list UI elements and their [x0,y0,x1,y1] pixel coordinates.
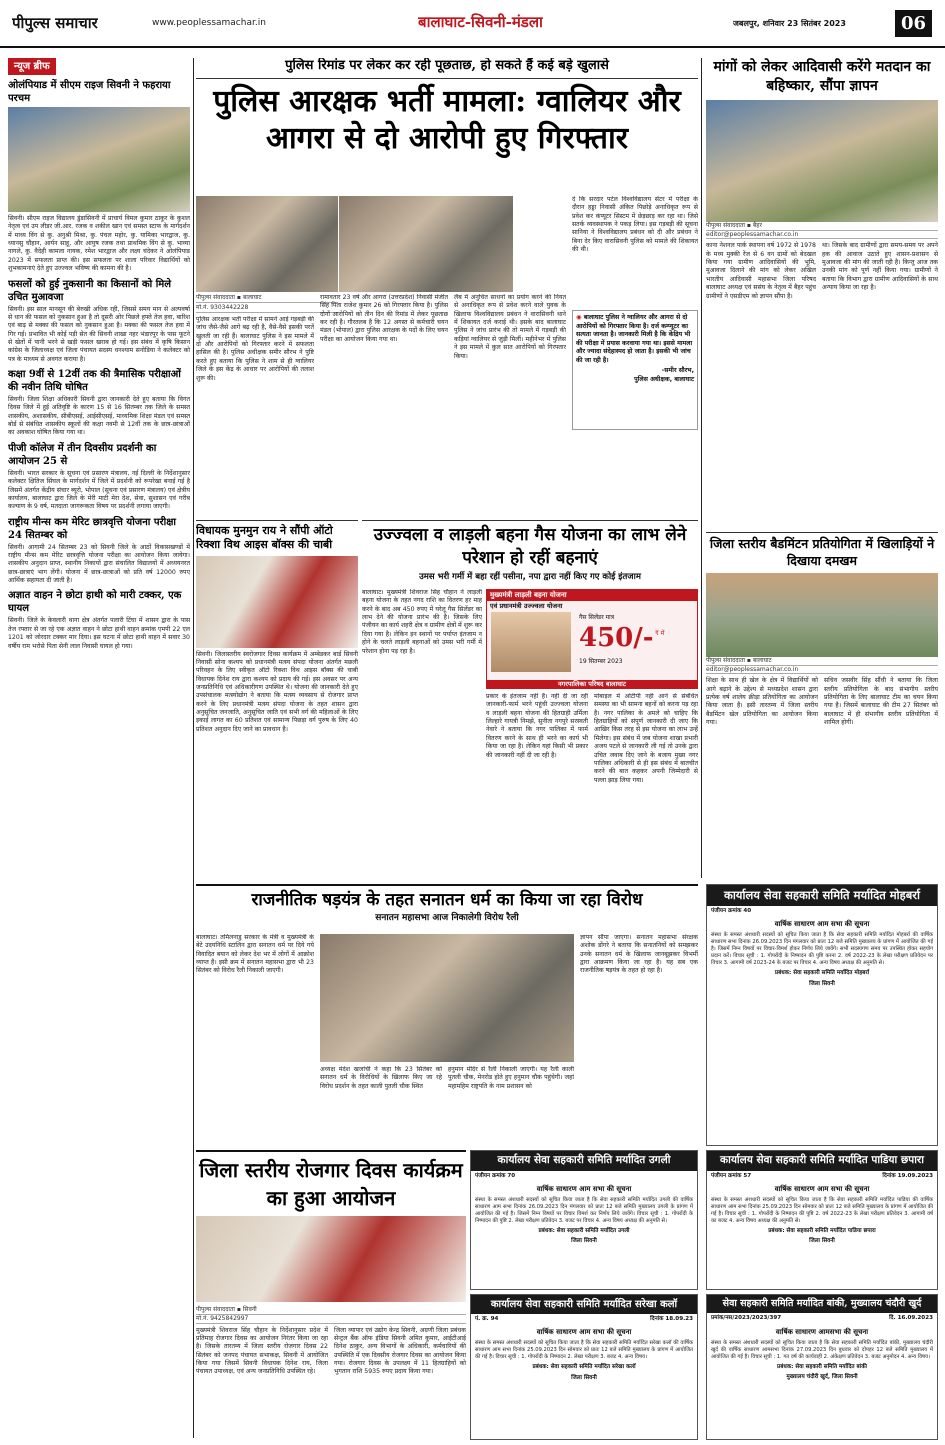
lead-quote: बालाघाट पुलिस ने ग्वालियर और आगरा से दो आरोपियों को गिरफ्तार किया है। दर्ज कम्प्यूटर का सत्यता जानता है। जानकारी मिली है कि केंद्रिय भी की परीक्षा में प्रयास करवाया गया था। इससे मामला और ज्यादा संदेहास्पद हो जाता है। इसकी भी जांच की जा रही है। [576,314,693,364]
poster-price-unit: ₹ में [655,630,665,637]
badminton-caption-place: बालाघाट [752,656,772,664]
lead-body-1: पुलिस आरक्षक भर्ती परीक्षा में सामने आई गड़बड़ी की जांच जैसे-जैसे आगे बढ़ रही है, वैसे-वैसे इसकी परतें खुलती जा रही हैं। बालाघाट पुलिस ने इस मामले में दो और आरोपियों को गिरफ्तार करने में सफलता हासिल की है। पुलिस अधीक्षक समीर सौरभ ने पुष्टि करते हुए बताया कि पुलिस ने शाम से ही ग्वालियर जिले के इस केंद्र के आधार पर आरोपियों की तलाश शुरू की। [196,316,314,382]
rojgar-mobile: मो.नं. 9425842997 [196,1315,466,1324]
badminton-story: जिला स्तरीय बैडमिंटन प्रतियोगिता में खिलाड़ियों ने दिखाया दमखम पीपुल्स संवाददाता ▪ बालाघाट editor@peoplessamachar.co.in शिक्षा के साथ ही खेल के क्षेत्र में विद्यार्थियों को आगे बढ़ाने के उद्देश्य से मध्यप्रदेश शासन द्वारा प्रत्येक वर्ष शालेय क्रीड़ा प्रतियोगिता का आयोजन किया जाता है। इसी तारतम्य में जिला स्तरीय बैडमिंटन खेल प्रतियोगिता का आयोजन किया गया। सचिव जसवीर सिंह सौंधी ने बताया कि जिला स्तरीय प्रतियोगिता के बाद संभागीय स्तरीय प्रतियोगिता के लिए बालाघाट टीम का चयन किया गया है। जिसमें बालाघाट की टीम 27 सितंबर को बालाघाट में ही संभागीय स्तरीय प्रतियोगिता में शामिल होगी। [706,532,938,880]
lead-body-3: लैब में अनुचित साधनों का प्रयोग करने की नियत से अनाधिकृत रूप से प्रवेश करने वाले युवक के खिलाफ विश्वविद्यालय प्रबंधन ने वारासिवनी थाने में शिकायत दर्ज कराई थी। इसके बाद बालाघाट पुलिस ने जांच प्रारंभ की तो मामले में गड़बड़ी की कड़ियां ग्वालियर से जुड़ी मिलीं। महीनेभर में पुलिस ने इस मामले में कुल सात आरोपियों को गिरफ्तार किया। [454,294,566,360]
badminton-email: editor@peoplessamachar.co.in [706,666,938,675]
mla-headline: विधायक मुनमुन राय ने सौंपी ऑटो रिक्शा विथ आइस बॉक्स की चाबी [196,524,333,552]
notice-sarekha-footer2: जिला सिवनी [571,1374,597,1381]
brief-body-4: सिवनी। भारत सरकार के सूचना एवं प्रसारण मंत्रालय, नई दिल्ली के निर्देशानुसार कलेक्टर क्षितिज सिंघल के मार्गदर्शन में जिले में प्रदर्शनी को रूपरेखा बनाई गई है जिसमें अंतर्गत केंद्रीय संचार ब्यूरो, भोपाल (सूचना एवं प्रसारण मंत्रालय) एवं क्षेत्रीय कार्यालय, बालाघाट द्वारा जिले के मेरी माटी मेरा देश, सेवा, सुशासन एवं गरीब कल्याण के 9 वर्ष, मतदाता जागरूकता विषय पर प्रदर्शनी लगाया जाएगी। [8,469,190,511]
notice-mohbarra [706,884,938,1146]
badminton-photo [706,573,938,657]
notice-banki-date: दि. 16.09.2023 [889,1315,933,1322]
notice-padiya-title: कार्यालय सेवा सहकारी समिति मर्यादित पाडिया छपारा [707,1151,937,1171]
notice-ugli-title: कार्यालय सेवा सहकारी समिति मर्यादित उगली [471,1151,697,1171]
notice-mohbarra-regno: पंजीयन क्रमांक 40 [711,907,752,914]
quote-role: पुलिस अधीक्षक, बालाघाट [634,375,694,383]
rojgar-caption-reporter: पीपुल्स संवाददाता [196,1306,235,1313]
date-label: जबलपुर, शनिवार 23 सितंबर 2023 [733,19,846,28]
mla-photo [196,556,358,648]
brief-photo-1 [8,107,190,212]
brief-title-6: अज्ञात वाहन ने छोटा हाथी को मारी टक्कर, एक घायल [8,590,182,615]
notice-padiya-date: दिनांक 19.09.2023 [882,1172,933,1179]
tribal-caption-place: बैहर [752,221,762,229]
notice-mohbarra-footer2: जिला सिवनी [809,980,835,987]
tribal-photo [706,100,938,222]
notice-sarekha-regno: पं. क्र. 94 [475,1316,499,1322]
brief-body-1: सिवनी। सीएम राइज विद्यालय डुंडासिवनी में प्राचार्य विमल कुमार ठाकुर के कुशल नेतृत्व एवं उप लीडर जी.आर. रजक व शकील खान एवं समस्त स्टाफ के मार्गदर्शन में माध्य विंग से कु. अनुश्री मिश्रा, कु. पंचल महोर, कु. यामिका भारद्वाज, कु. ध्यानसु चौहान, आर्यन साहू, और आयुष रजक तथा प्राथमिक विंग से कु. भाव्या नागले, कु. वैदेही कामला नायक, रमेश भारद्वाज और लक्ष्य चंदेकर ने ओलंपियाड 2023 में सफलता प्राप्त की। इस सफलता पर शाला परिवार विद्यार्थियों को शुभकामनाएं देते हुए उज्ज्वल भविष्य की कामना की है। [8,215,190,273]
sanatan-caption-left: अध्यक्ष मंदेश खजांची ने कहा कि 23 सितंबर को सनातन धर्म के विरोधियों के खिलाफ किए जा रहे विरोध प्रदर्शन के तहत काली पुतली चौक स्थित [320,1066,442,1090]
page-number: 06 [895,10,932,37]
quote-icon: ◉ [576,314,584,321]
lead-headline: पुलिस आरक्षक भर्ती मामला: ग्वालियर और आगरा से दो आरोपी हुए गिरफ्तार [213,83,681,157]
lead-kicker: पुलिस रिमांड पर लेकर कर रही पूछताछ, हो सकते हैं कई बड़े खुलासे [196,58,698,79]
ujjwala-subhead: उमस भरी गर्मी में बहा रहीं पसीना, नपा द्वारा नहीं किए गए कोई इंतजाम [419,571,641,582]
ujjwala-story [362,520,698,880]
brief-title-4: पीजी कॉलेज में तीन दिवसीय प्रदर्शनी का आयोजन 25 से [8,442,157,467]
brief-title-1: ओलंपियाड में सीएम राइज सिवनी ने फहराया परचम [8,80,171,104]
brief-title-2: फसलों को हुई नुकसानी का किसानों को मिले उचित मुआवजा [8,278,172,303]
badminton-body-2: सचिव जसवीर सिंह सौंधी ने बताया कि जिला स्तरीय प्रतियोगिता के बाद संभागीय स्तरीय प्रतियोगिता के लिए बालाघाट टीम का चयन किया गया है। जिसमें बालाघाट की टीम 27 सितंबर को बालाघाट में ही संभागीय स्तरीय प्रतियोगिता में शामिल होगी। [824,677,938,727]
notice-banki-title: सेवा सहकारी समिति मर्यादित बांकी, मुख्यालय चंदौरी खुर्द [707,1295,937,1313]
notice-banki-footer: प्रबंधक: सेवा सहकारी समिति मर्यादित बांकी [777,1363,867,1370]
notice-banki-body: संस्था के समस्त अंशधारी सदस्यों को सूचित किया जाता है कि सेवा सहकारी समिति मर्यादित बांकी, मुख्यालय चंदौरी खुर्द की वार्षिक साधारण आमसभा दिनांक 27.09.2023 दिन बुधवार को दोपहर 12 बजे समिति मुख्यालय में आयोजित की गई है। विचार सूची : 1. गत वर्ष की कार्यवाही 2. अंकेक्षण प्रतिवेदन 3. बजट अनुमोदन 4. अन्य विषय। [711,1339,933,1360]
notice-ugli-footer2: जिला सिवनी [571,1238,597,1245]
notice-padiya-body: संस्था के समस्त अंशधारी सदस्यों को सूचित किया जाता है कि सेवा सहकारी समिति मर्यादित पाडिया की वार्षिक साधारण आम सभा दिनांक 25.09.2023 दिन सोमवार को प्रातः 12 बजे समिति मुख्यालय के प्रांगण में आयोजित की गई है। विचार सूची : 1. गोपरोंदी के निष्पादन की पुष्टि 2. वर्ष 2022-23 के लेखा परीक्षण प्रतिवेदन 3. आगामी वर्ष का बजट 4. अन्य विषय अध्यक्ष की अनुमति से। [711,1197,933,1225]
rojgar-story: जिला स्तरीय रोजगार दिवस कार्यक्रम का हुआ आयोजन पीपुल्स संवाददाता ▪ सिवनी मो.नं. 9425842997 मुख्यमंत्री शिवराज सिंह चौहान के निर्देशानुसार प्रदेश में प्रतिमाह रोजगार दिवस का आयोजन निरंतर किया जा रहा है। जिसके तारतम्य में जिला स्तरीय रोजगार दिवस 22 सितंबर को जनपद पंचायत सभाकक्ष, सिवनी में आयोजित किया गया जिसमें सिवनी विधायक दिनेश राय, जिला पंचायत उपाध्यक्ष, एवं अन्य जनप्रतिनिधि उपस्थित रहे। जिला व्यापार एवं उद्योग केन्द्र सिवनी, अग्रणी जिला प्रबंधक सेन्ट्रल बैंक ऑफ इंडिया सिवनी अमित कुमार, आईटीआई दिनेश ठाकुर, अन्य विभागों के अधिकारी, कर्मचारियों की उपस्थिति में एक दिवसीय रोजगार दिवस का आयोजन किया गया। रोजगार दिवस के उपलक्ष्य में 11 हितग्राहियों को भुगतान राशि 5935 रुपए प्रदाय किया गया। [196,1150,466,1440]
mla-body: सिवनी। जिलास्तरीय स्वरोजगार दिवस कार्यक्रम में अम्बेडकर बार्ड सिवनी निवासी सोना कश्यप को प्रधानमंत्री मत्स्य संपदा योजना अंतर्गत मछली परिवहन के लिए स्वीकृत ऑटो रिक्शा विथ आइस बॉक्स की चाबी विधायक दिनेश राय द्वारा कश्यप को प्रदाय की गई। इस अवसर पर अन्य जनप्रतिनिधि एवं अधिकारीगण उपस्थित थे। योजना की जानकारी देते हुए उपसंचालक मत्स्योद्योग ने बताया कि मत्स्य व्यवसाय से रोजगार प्राप्त करने के लिए प्रधानमंत्री मत्स्य संपदा योजना के तहत शासन द्वारा अनुसूचित जनजाति, अनुसूचित जाति एवं सभी वर्ग की महिलाओं के लिए इकाई लागत का 60 प्रतिशत एवं सामान्य पिछड़ा वर्ग पुरुष के लिए 40 प्रतिशत अनुदान दिए जाने का प्रावधान है। [196,650,358,733]
lead-quote-box [572,310,698,430]
notice-ugli-footer: प्रबंधक: सेवा सहकारी समिति मर्यादित उगली [538,1228,630,1235]
notice-sarekha-subtitle: वार्षिक साधारण आम सभा की सूचना [536,1328,632,1337]
tribal-body-2: था। जिसके बाद ग्रामीणों द्वारा समय-समय पर अपने हक की आवाज उठाते हुए शासन-प्रशासन से मुआवजा की मांग की जाती रही है। किन्तु आज तक उनकी मांग को पूर्ण नहीं किया गया। ग्रामीणों ने बताया कि विभाग द्वारा ग्रामीण आदिवासियों के साथ अन्याय किया जा रहा है। [822,242,938,292]
rojgar-body-1: मुख्यमंत्री शिवराज सिंह चौहान के निर्देशानुसार प्रदेश में प्रतिमाह रोजगार दिवस का आयोजन निरंतर किया जा रहा है। जिसके तारतम्य में जिला स्तरीय रोजगार दिवस 22 सितंबर को जनपद पंचायत सभाकक्ष, सिवनी में आयोजित किया गया जिसमें सिवनी विधायक दिनेश राय, जिला पंचायत उपाध्यक्ष, एवं अन्य जनप्रतिनिधि उपस्थित रहे। [196,1326,328,1376]
poster-date: 19 सितम्बर 2023 [579,658,623,665]
notice-padiya [706,1150,938,1290]
notice-sarekha [470,1294,698,1440]
notice-banki [706,1294,938,1440]
tribal-caption-reporter: पीपुल्स संवाददाता [706,221,745,229]
notice-mohbarra-subtitle: वार्षिक साधारण आम सभा की सूचना [774,920,870,929]
mla-story [196,520,358,880]
rojgar-headline: जिला स्तरीय रोजगार दिवस कार्यक्रम का हुआ आयोजन [199,1158,463,1210]
lead-story: पुलिस रिमांड पर लेकर कर रही पूछताछ, हो सकते हैं कई बड़े खुलासे पुलिस आरक्षक भर्ती मामला: ग्वालियर और आगरा से दो आरोपी हुए गिरफ्तार पीपुल्स संवाददाता ▪ बालाघाट मो.नं. 9303442228 पुलिस आरक्षक भर्ती परीक्षा में सामने आई गड़बड़ी की जांच जैसे-जैसे आगे बढ़ रही है, वैसे-वैसे इसकी परतें खुलती जा रही हैं। बालाघाट पुलिस ने इस मामले में दो और आरोपियों को गिरफ्तार करने में सफलता हासिल की है। पुलिस अधीक्षक समीर सौरभ ने पुष्टि करते हुए बताया कि पुलिस ने शाम से ही ग्वालियर जिले के इस केंद्र के आधार पर आरोपियों की तलाश शुरू की। रामावतार 23 वर्ष और आगरा (उत्तरप्रदेश) निवासी मंजीत सिंह पिता राजेश कुमार 26 को गिरफ्तार किया है। पुलिस दोनों आरोपियों को तीन दिन की रिमांड में लेकर पूछताछ कर रही है। गौरतलब है कि 12 अगस्त से कर्मचारी चयन मंडल (भोपाल) द्वारा पुलिस आरक्षक के पदों के लिए चयन परीक्षा का आयोजन किया गया था। लैब में अनुचित साधनों का प्रयोग करने की नियत से अनाधिकृत रूप से प्रवेश करने वाले युवक के खिलाफ विश्वविद्यालय प्रबंधन ने वारासिवनी थाने में शिकायत दर्ज कराई थी। इसके बाद बालाघाट पुलिस ने जांच प्रारंभ की तो मामले में गड़बड़ी की कड़ियां ग्वालियर से जुड़ी मिलीं। महीनेभर में पुलिस ने इस मामले में कुल सात आरोपियों को गिरफ्तार किया। दे कि सरदार पटेल विश्वविद्यालय सेंटर में परीक्षा के दौरान हड्डा निवासी अंकित पिछोड़े अनाधिकृत रूप से प्रवेश कर कंप्यूटर सिस्टम में छेड़छाड़ कर रहा था। जिसे सतर्क व्यवस्थापक ने पकड़ लिया। इस गड़बड़ी की सूचना सानिया ने विश्वविद्यालय प्रबंधन को दी और प्रबंधन ने बिना देर किए वारासिवनी पुलिस को मामले की शिकायत की थी। ◉ बालाघाट पुलिस ने ग्वालियर और आगरा से दो आरोपियों को गिरफ्तार किया है। दर्ज कम्प्यूटर का सत्यता जानता है। जानकारी मिली है कि केंद्रिय भी की परीक्षा में प्रयास करवाया गया था। इससे मामला और ज्यादा संदेहास्पद हो जाता है। इसकी भी जांच की जा रही है। -समीर सौरभ, पुलिस अधीक्षक, बालाघाट [196,58,698,518]
lead-body-2: रामावतार 23 वर्ष और आगरा (उत्तरप्रदेश) निवासी मंजीत सिंह पिता राजेश कुमार 26 को गिरफ्तार किया है। पुलिस दोनों आरोपियों को तीन दिन की रिमांड में लेकर पूछताछ कर रही है। गौरतलब है कि 12 अगस्त से कर्मचारी चयन मंडल (भोपाल) द्वारा पुलिस आरक्षक के पदों के लिए चयन परीक्षा का आयोजन किया गया था। [320,294,448,343]
lead-photo-2 [339,196,513,292]
logo: पीपुल्स समाचार [12,14,98,32]
rojgar-photo [196,1216,466,1302]
quote-author: -समीर सौरभ, [661,367,694,374]
rojgar-body-2: जिला व्यापार एवं उद्योग केन्द्र सिवनी, अग्रणी जिला प्रबंधक सेन्ट्रल बैंक ऑफ इंडिया सिवनी अमित कुमार, आईटीआई दिनेश ठाकुर, अन्य विभागों के अधिकारी, कर्मचारियों की उपस्थिति में एक दिवसीय रोजगार दिवस का आयोजन किया गया। रोजगार दिवस के उपलक्ष्य में 11 हितग्राहियों को भुगतान राशि 5935 रुपए प्रदाय किया गया। [334,1326,466,1376]
notice-banki-subtitle: वार्षिक साधारण आमसभा की सूचना [775,1327,869,1336]
lead-body-4: दे कि सरदार पटेल विश्वविद्यालय सेंटर में परीक्षा के दौरान हड्डा निवासी अंकित पिछोड़े अनाधिकृत रूप से प्रवेश कर कंप्यूटर सिस्टम में छेड़छाड़ कर रहा था। जिसे सतर्क व्यवस्थापक ने पकड़ लिया। इस गड़बड़ी की सूचना सानिया ने विश्वविद्यालय प्रबंधन को दी और प्रबंधन ने बिना देर किए वारासिवनी पुलिस को मामले की शिकायत की थी। [572,196,698,254]
ujjwala-body-3: मोबाइल में ओटीपी नहीं आने से संबंधित समस्या का भी सामना बहनों को करना पड़ रहा है। नगर पालिका के अमले को चाहिए कि हितग्राहियों को संपूर्ण जानकारी दी जाए कि आखिर किस तरह से इस योजना का लाभ उन्हें मिलेगा। इस संबंध में जब योजना शाखा प्रभारी अजय पटले से जानकारी ली गई तो उनके द्वारा उचित जवाब दिए जाने के बजाय मुख्य नगर पालिका अधिकारी से ही इस संबंध में बातचीत करने की बात कहकर अपनी जिम्मेदारी से पल्ला झाड़ लिया गया। [594,693,698,784]
gas-poster [486,589,698,689]
badminton-caption-reporter: पीपुल्स संवाददाता [706,656,745,664]
brief-body-3: सिवनी। जिला शिक्षा अधिकारी सिवनी द्वारा जानकारी देते हुए बताया कि विगत दिवस जिले में हुई अतिवृष्टि के कारण 15 से 16 सितम्बर तक जिले के समस्त शासकीय, अशासकीय, सीबीएसई, आईसीएसई, माध्यमिक शिक्षा मंडल एवं समस्त बोर्ड से संबंधित शासकीय स्कूलों की कक्षा नवमी से 12वीं तक के छात्र-छात्राओं का अवकाश घोषित किया गया था। [8,396,190,437]
tribal-headline: मांगों को लेकर आदिवासी करेंगे मतदान का बहिष्कार, सौंपा ज्ञापन [713,59,931,94]
cm-photo [491,612,571,672]
poster-note: गैस सिलेंडर मात्र [579,614,615,621]
sanatan-body-1: बालाघाट। तमिलनाडु सरकार के मंत्री व मुख्यमंत्री के बेटे उदयनिधि स्टालिन द्वारा सनातन धर्म पर दिये गये विवादित बयान को लेकर देश भर में लोगों में आक्रोश व्याप्त है। इसी क्रम में सनातन महासभा द्वारा भी 23 सितंबर को विरोध रैली निकाली जाएगी। [196,934,314,975]
ujjwala-body-2: प्रकार के इंतजाम नहीं हैं। नहीं दी जा रही जानकारी-फार्म भरने पहुंची उज्ज्वला योजना व लाड़ली बहना योजना की हितग्राही उर्मिला लिल्हारे गायत्री निमझे, सुनीता नगपुरे सरस्वती नेवारे ने बताया कि नगर पालिका में फार्म वितरण करने के साथ ही भरने का कार्य भी किया जा रहा है। लेकिन यहां किसी भी प्रकार की जानकारी नहीं दी जा रही है। [486,693,588,759]
sanatan-headline: राजनीतिक षड़यंत्र के तहत सनातन धर्म का किया जा रहा विरोध [251,890,643,910]
poster-subtitle: एवं प्रधानमंत्री उज्ज्वला योजना [490,602,563,611]
ujjwala-body-1: बालाघाट। मुख्यमंत्री शिवराज सिंह चौहान ने लाड़ली बहना योजना के तहत नगद राशि का वितरण हर माह करने के बाद अब 450 रुपए में घरेलू गैस सिलेंडर का लाभ देने की योजना प्रारंभ की है। जिसके लिए पंजीयन का कार्य शहरी क्षेत्र व ग्रामीण क्षेत्रों में शुरू कर दिया गया है। लेकिन इन स्थानों पर पर्याप्त इंतजाम न होने के चलते लाड़ली बहनाओं को उमस भरी गर्मी में परेशान होना पड़ रहा है। [362,589,482,655]
notice-sarekha-footer: प्रबंधक: सेवा सहकारी समिति मर्यादित सरेखा कलॉ [532,1364,636,1371]
notice-ugli [470,1150,698,1290]
masthead [0,0,945,48]
notice-banki-footer2: मुख्यालय चंदौरी खुर्द, जिला सिवनी [786,1374,858,1381]
tribal-story: मांगों को लेकर आदिवासी करेंगे मतदान का बहिष्कार, सौंपा ज्ञापन पीपुल्स संवाददाता ▪ बैहर editor@peoplessamachar.co.in काना नेशनल पार्क स्थापना वर्ष 1972 से 1978 के मध्य मुक्की रेंज से 6 वन ग्रामों को बेदखल किया गया ग्रामीण आदिवासियों की भूमि, मुआवजा दिलाने की मांग को लेकर अखिल भारतीय आदिवासी महासभा जिला परिषद बालाघाट अध्यक्ष एवं ससंघ के नेतृत्व में बैहर पहुंच ग्रामीणों ने एसडीएम को ज्ञापन सौंपा है। था। जिसके बाद ग्रामीणों द्वारा समय-समय पर अपने हक की आवाज उठाते हुए शासन-प्रशासन से मुआवजा की मांग की जाती रही है। किन्तु आज तक उनकी मांग को पूर्ण नहीं किया गया। ग्रामीणों ने बताया कि विभाग द्वारा ग्रामीण आदिवासियों के साथ अन्याय किया जा रहा है। [706,59,938,300]
edition-label: बालाघाट-सिवनी-मंडला [418,13,543,31]
sanatan-caption-right: हनुमान मंदिर से रैली निकाली जाएगी। यह रैली काली पुतली चौक, मेनरोड होते हुए हनुमान चौक पहुंचेगी। जहां महामहिम राष्ट्रपति के नाम प्रशासन को [448,1066,574,1090]
notice-padiya-regno: पंजीयन क्रमांक 57 [711,1172,752,1179]
badminton-headline: जिला स्तरीय बैडमिंटन प्रतियोगिता में खिलाड़ियों ने दिखाया दमखम [709,536,935,568]
ujjwala-headline: उज्ज्वला व लाड़ली बहना गैस योजना का लाभ लेने परेशान हो रहीं बहनाएं [373,525,687,568]
lead-photo-1 [196,196,338,292]
notice-ugli-body: संस्था के समस्त अंशधारी सदस्यों को सूचित किया जाता है कि सेवा सहकारी समिति मर्यादित उगली की वार्षिक साधारण आम सभा दिनांक 26.09.2023 दिन मंगलवार को प्रातः 12 बजे समिति मुख्यालय उगली के प्रांगण में आयोजित की गई है। जिसमें निम्न विषयों पर विचार विमर्श कर निर्णय लिये जावेंगे। विचार सूची : 1. गोपरोंदी के निष्पादन की पुष्टि 2. लेखा परीक्षण प्रतिवेदन 3. बजट पर विचार 4. अन्य विषय अध्यक्ष की अनुमति से। [475,1197,693,1225]
tribal-email: editor@peoplessamachar.co.in [706,231,938,240]
brief-title-3: कक्षा 9वीं से 12वीं तक की त्रैमासिक परीक्षाओं की नवीन तिथि घोषित [8,369,181,394]
notice-padiya-footer2: जिला सिवनी [809,1238,835,1245]
poster-title: मुख्यमंत्री लाड़ली बहना योजना [487,590,697,601]
website: www.peoplessamachar.in [152,18,266,28]
brief-body-6: सिवनी। जिले के केवलारी थाना क्षेत्र अंतर्गत पलारी टिंघा में शासन द्वारा के पास तेज रफ्तार से जा रहे एक अज्ञात वाहन ने छोटा हाथी वाहन क्रमांक एमपी 22 एल 1201 को जोरदार टक्कर मार दिया। इस घटना में छोटा हाथी वाहन में सवार 30 वर्षीय राम भरोसे पिता सेनी लाल निवासी घायल हो गया। [8,617,190,650]
brief-body-2: सिवनी। इस साल मानसून की बेरुखी अधिक रही, जिससे समय मान से अल्पवर्षा से धान की फसल को नुकसान हुआ है तो दूसरी ओर पिछले हफ्ते तेज हवा, बारिश एवं बाढ़ से मक्का की फसल को नुकसान हुआ है। मक्का की फसल तेज हवा में गिर गई। प्रभावित भी कोई पड़ी सेत की सिवनी शाखा नहर भंडारपुर के पास फूटने से खेतों में पानी भरने से खड़ी फसल खराब हो गई। इस संबंध में कृषि किसान कांग्रेस के जिलाध्यक्ष एवं जिला पंचायत सदस्य धनश्याम सनोडिया ने कलेक्टर को पत्र के माध्यम से अवगत कराया है। [8,305,190,363]
brief-title-5: राष्ट्रीय मीन्स कम मेरिट छात्रवृत्ति योजना परीक्षा 24 सितम्बर को [8,516,176,541]
sanatan-story [196,884,698,1146]
brief-body-5: सिवनी। आगामी 24 सितम्बर 23 को सिवनी जिले के आठों विकासखण्डों में राष्ट्रीय मीन्स कम मेरिट छात्रवृत्ति योजना परीक्षा का आयोजन किया जायेगा। शासकीय अनुदान प्राप्त, स्थानीय निकायों द्वारा संचालित विद्यालयों में अध्ययनरत छात्र-छात्राएं भाग लेंगी। योजना में छात्र-छात्राओं को प्रति वर्ष 12000 रुपए आर्थिक सहायता दी जाती है। [8,543,190,585]
poster-footer: नगरपालिका परिषद बालाघाट [487,680,697,688]
notice-ugli-regno: पंजीयन क्रमांक 70 [475,1172,516,1179]
notice-mohbarra-footer: प्रबंधक: सेवा सहकारी समिति मर्यादित मोहबर्रा [774,970,870,977]
sanatan-body-2: ज्ञापन सौंपा जाएगा। सनातन महासभा संरक्षक अशोक डोंगरे ने बताया कि सनातनियों को समझकर उनके सनातन धर्म के खिलाफ जानबूझकर विभर्मी द्वारा आक्रमण किया जा रहा है। यह सब एक राजनीतिक षड़यंत्र के तहत हो रहा है। [580,934,698,975]
rojgar-caption-place: सिवनी [242,1306,257,1313]
notice-sarekha-title: कार्यालय सेवा सहकारी समिति मर्यादित सरेखा कलॉ [471,1295,697,1314]
notice-mohbarra-body: संस्था के समस्त अंशधारी सदस्यों को सूचित किया जाता है कि सेवा सहकारी समिति मर्यादित मोहबर्रा की वार्षिक साधारण सभा दिनांक 26.09.2023 दिन मंगलवार को प्रातः 12 बजे समिति मुख्यालय के प्रांगण में आयोजित की गई है। जिसमें निम्न विषयों पर विचार-विमर्श होकर निर्णय लिये जावेंगे। सभी सदस्यगण समय पर उपस्थित होकर सहयोग प्रदान करें। विचार सूची : 1. गोपरोंदी के निष्पादन की पुष्टि करना 2. वर्ष 2022-23 के लेखा परीक्षण प्रतिवेदन पर विचार 3. आगामी वर्ष 2023-24 के बजट पर विचार 4. अन्य विषय अध्यक्ष की अनुमति से। [711,932,933,967]
tribal-body-1: काना नेशनल पार्क स्थापना वर्ष 1972 से 1978 के मध्य मुक्की रेंज से 6 वन ग्रामों को बेदखल किया गया ग्रामीण आदिवासियों की भूमि, मुआवजा दिलाने की मांग को लेकर अखिल भारतीय आदिवासी महासभा जिला परिषद बालाघाट अध्यक्ष एवं ससंघ के नेतृत्व में बैहर पहुंच ग्रामीणों ने एसडीएम को ज्ञापन सौंपा है। [706,242,816,300]
lead-mobile: मो.नं. 9303442228 [196,304,338,313]
notice-padiya-subtitle: वार्षिक साधारण आम सभा की सूचना [774,1184,870,1193]
poster-price: 450/- [579,623,654,653]
news-brief-label: न्यूज ब्रीफ [8,58,56,75]
lead-caption-place: बालाघाट [242,294,262,301]
news-brief-sidebar [8,58,190,1438]
sanatan-subhead: सनातन महासभा आज निकालेगी विरोध रैली [375,913,519,924]
notice-padiya-footer: प्रबंधक: सेवा सहकारी समिति मर्यादित पाडिया छपारा [768,1228,876,1235]
lead-caption-reporter: पीपुल्स संवाददाता [196,294,235,301]
sanatan-photo [320,934,574,1062]
notice-ugli-subtitle: वार्षिक साधारण आम सभा की सूचना [536,1184,632,1193]
notice-sarekha-body: संस्था के समस्त अंशधारी सदस्यों को सूचित किया जाता है कि सेवा सहकारी समिति मर्यादित सरेखा कलॉ की वार्षिक साधारण आम सभा दिनांक 25.09.2023 दिन सोमवार को प्रातः 12 बजे समिति मुख्यालय के प्रांगण में आयोजित की गई है। विचार सूची : 1. गोपरोंदी के निष्पादन 2. लेखा परीक्षण 3. बजट 4. अन्य विषय। [475,1340,693,1361]
notice-banki-regno: प्रमांक/नस/2023/2023/397 [711,1315,782,1322]
notice-sarekha-date: दिनांक 18.09.23 [650,1316,693,1322]
notice-mohbarra-title: कार्यालय सेवा सहकारी समिति मर्यादित मोहबर्रा [707,885,937,906]
badminton-body-1: शिक्षा के साथ ही खेल के क्षेत्र में विद्यार्थियों को आगे बढ़ाने के उद्देश्य से मध्यप्रदेश शासन द्वारा प्रत्येक वर्ष शालेय क्रीड़ा प्रतियोगिता का आयोजन किया जाता है। इसी तारतम्य में जिला स्तरीय बैडमिंटन खेल प्रतियोगिता का आयोजन किया गया। [706,677,818,727]
